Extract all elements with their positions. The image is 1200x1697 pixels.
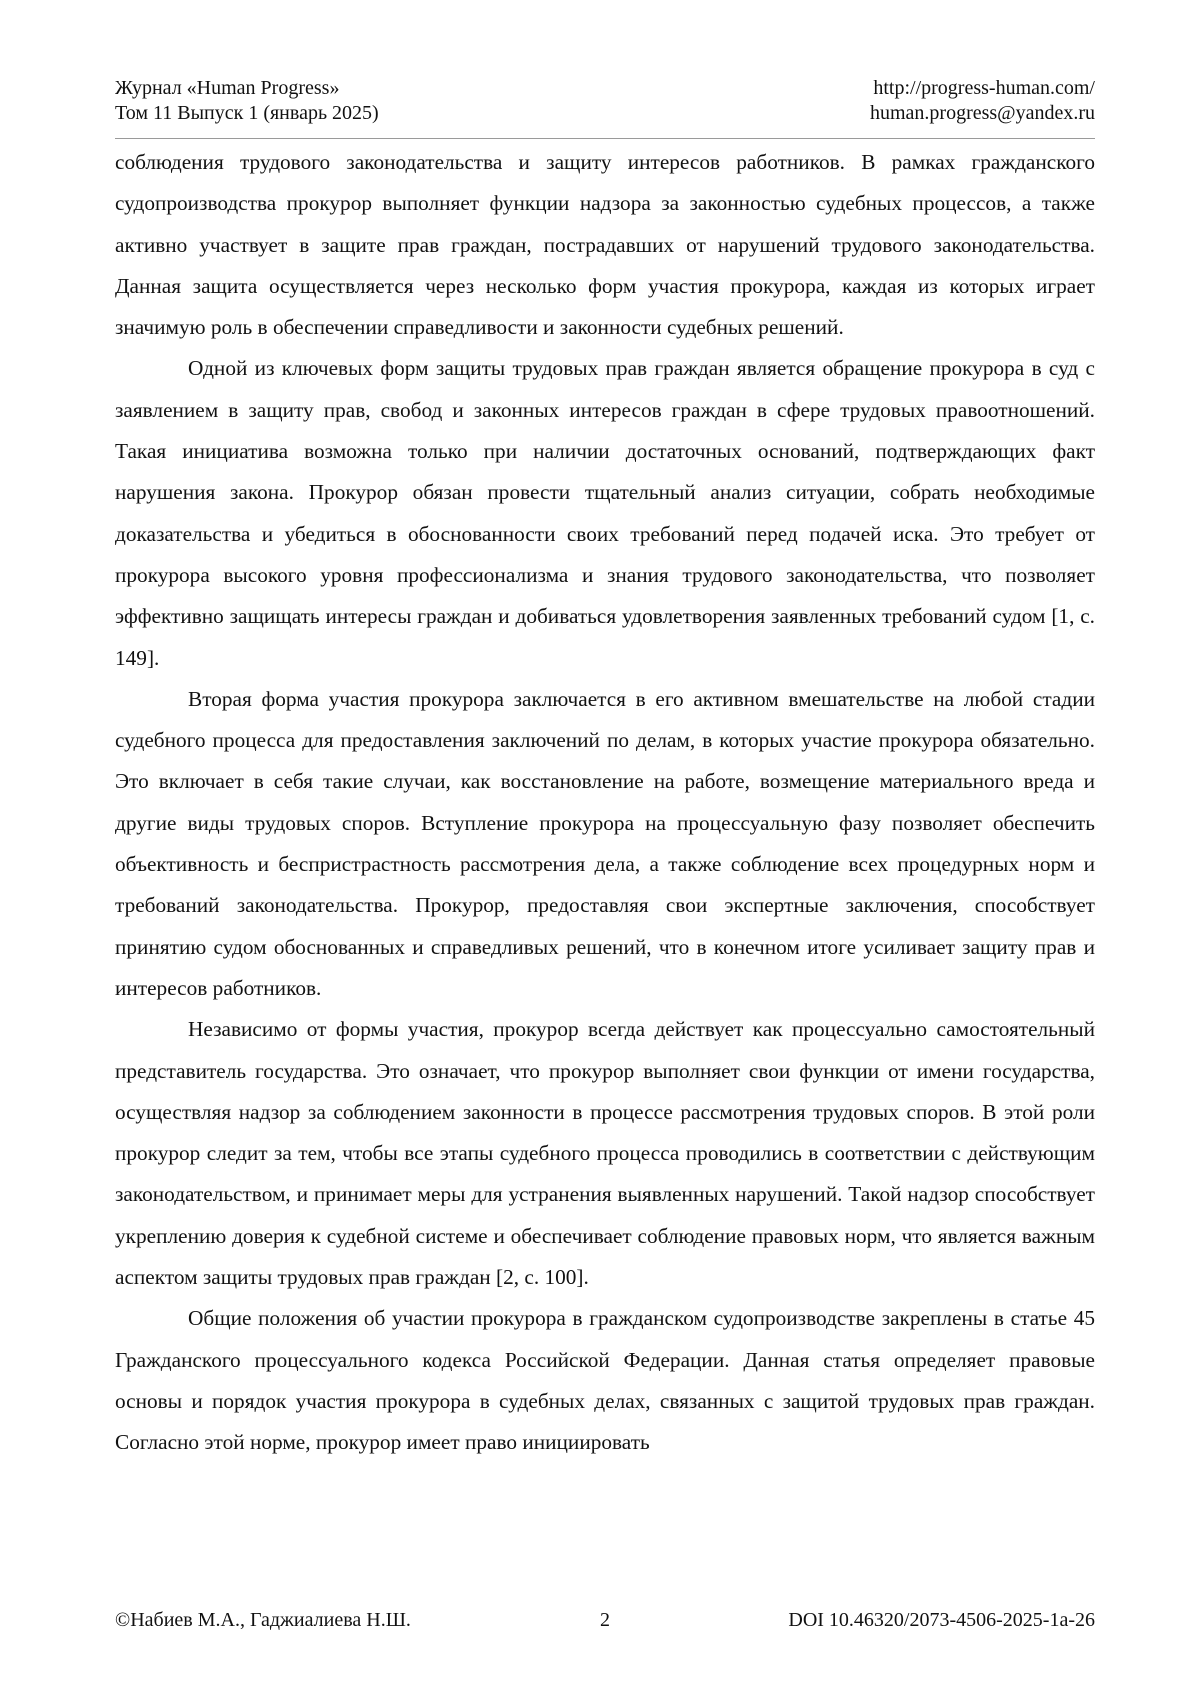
doi: DOI 10.46320/2073-4506-2025-1a-26 [788, 1609, 1095, 1631]
page-number: 2 [600, 1609, 610, 1631]
header-row-top [115, 76, 1095, 101]
paragraph: Общие положения об участии прокурора в гражданском судопроизводстве закреплены в статье 45 Гражданского процессуального кодекса Российской Федерации. Данная статья определяет правовые основы и порядок участия прокурора в судебных делах, связанных с защитой трудовых прав граждан. Согласно этой норме, прокурор имеет право инициировать [115, 1306, 1095, 1455]
article-body [115, 142, 1095, 1464]
paragraph: Вторая форма участия прокурора заключается в его активном вмешательстве на любой стадии судебного процесса для предоставления заключений по делам, в которых участие прокурора обязательно. Это включает в себя такие случаи, как восстановление на работе, возмещение материального вреда и другие виды трудовых споров. Вступление прокурора на процессуальную фазу позволяет обеспечить объективность и беспристрастность рассмотрения дела, а также соблюдение всех процедурных норм и требований законодательства. Прокурор, предоставляя свои экспертные заключения, способствует принятию судом обоснованных и справедливых решений, что в конечном итоге усиливает защиту прав и интересов работников. [115, 686, 1095, 1000]
header-row-bottom [115, 101, 1095, 126]
header-divider [115, 138, 1095, 139]
journal-email[interactable]: human.progress@yandex.ru [869, 102, 1095, 124]
journal-title: Журнал «Human Progress» [115, 77, 340, 99]
copyright-authors: ©Набиев М.А., Гаджиалиева Н.Ш. [115, 1609, 411, 1631]
page-header [115, 76, 1095, 126]
issue-info: Том 11 Выпуск 1 (январь 2025) [115, 102, 379, 124]
journal-url[interactable]: http://progress-human.com/ [873, 77, 1095, 99]
paragraph-continuation: соблюдения трудового законодательства и защиту интересов работников. В рамках гражданского судопроизводства прокурор выполняет функции надзора за законностью судебных процессов, а также активно участвует в защите прав граждан, пострадавших от нарушений трудового законодательства. Данная защита осуществляется через несколько форм участия прокурора, каждая из которых играет значимую роль в обеспечении справедливости и законности судебных решений. [115, 150, 1095, 340]
paragraph: Независимо от формы участия, прокурор всегда действует как процессуально самостоятельный представитель государства. Это означает, что прокурор выполняет свои функции от имени государства, осуществляя надзор за соблюдением законности в процессе рассмотрения трудовых споров. В этой роли прокурор следит за тем, чтобы все этапы судебного процесса проводились в соответствии с действующим законодательством, и принимает меры для устранения выявленных нарушений. Такой надзор способствует укреплению доверия к судебной системе и обеспечивает соблюдение правовых норм, что является важным аспектом защиты трудовых прав граждан [2, с. 100]. [115, 1017, 1095, 1290]
paragraph: Одной из ключевых форм защиты трудовых прав граждан является обращение прокурора в суд с заявлением в защиту прав, свобод и законных интересов граждан в сфере трудовых правоотношений. Такая инициатива возможна только при наличии достаточных оснований, подтверждающих факт нарушения закона. Прокурор обязан провести тщательный анализ ситуации, собрать необходимые доказательства и убедиться в обоснованности своих требований перед подачей иска. Это требует от прокурора высокого уровня профессионализма и знания трудового законодательства, что позволяет эффективно защищать интересы граждан и добиваться удовлетворения заявленных требований судом [1, с. 149]. [115, 356, 1095, 670]
page-footer [115, 1608, 1095, 1633]
